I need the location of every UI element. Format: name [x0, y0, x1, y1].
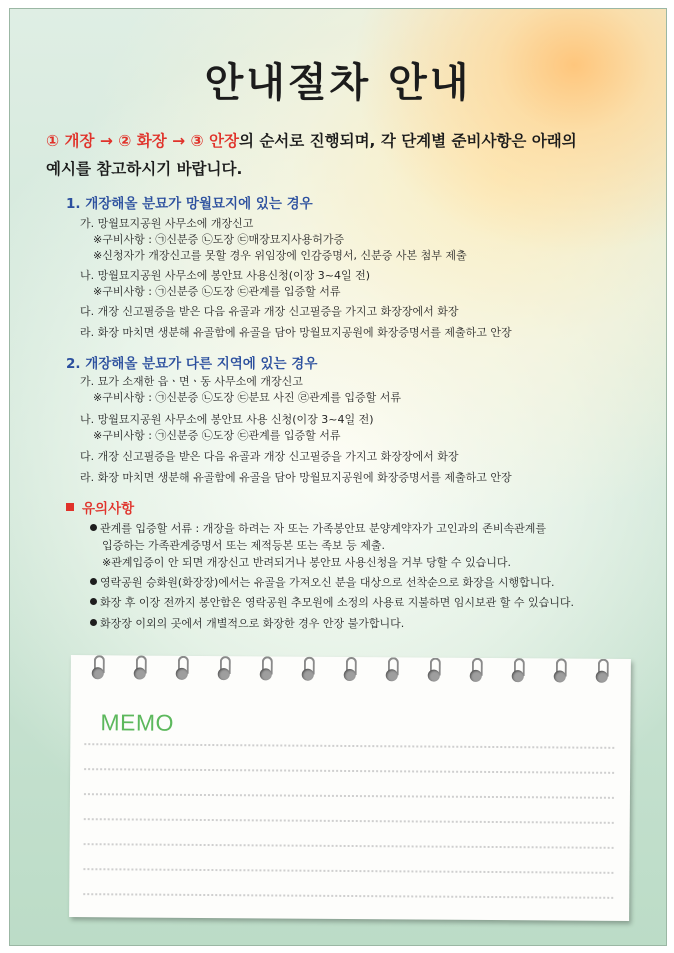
page-title: 안내절차 안내 — [204, 60, 472, 106]
bullet-icon — [90, 619, 97, 626]
binder-ring-icon — [301, 657, 315, 687]
section2-line: 다. 개장 신고필증을 받은 다음 유골과 개장 신고필증을 가지고 화장장에서 화장 — [80, 450, 459, 463]
binder-ring-icon — [469, 658, 483, 688]
binder-ring-icon — [217, 656, 231, 686]
binder-ring-icon — [553, 658, 567, 688]
memo-writing-line — [84, 793, 614, 799]
memo-label: MEMO — [100, 709, 175, 736]
notes-item: 영락공원 승화원(화장장)에서는 유골을 가져오신 분을 대상으로 선착순으로 화장을 시행합니다. — [90, 574, 554, 590]
memo-writing-line — [84, 768, 614, 774]
notice-page — [9, 8, 667, 946]
red-square-icon — [66, 503, 74, 511]
notes-heading — [66, 497, 134, 517]
intro-steps: ① 개장 → ② 화장 → ③ 안장 — [46, 132, 239, 150]
section1-line: ※구비사항 : ㉠신분증 ㉡도장 ㉢매장묘지사용허가증 — [93, 233, 345, 246]
section1-line: ※신청자가 개장신고를 못할 경우 위임장에 인감증명서, 신분증 사본 첨부 제출 — [93, 249, 467, 262]
section1-line: 가. 망월묘지공원 사무소에 개장신고 — [80, 217, 254, 230]
bullet-icon — [90, 578, 97, 585]
section2-line: 라. 화장 마치면 생분해 유골함에 유골을 담아 망월묘지공원에 화장증명서를 제출하고 안장 — [80, 471, 512, 484]
binder-ring-icon — [259, 656, 273, 686]
binder-ring-icon — [343, 657, 357, 687]
section1-line: 나. 망월묘지공원 사무소에 봉안묘 사용신청(이장 3~4일 전) — [80, 269, 371, 282]
bullet-icon — [90, 524, 97, 531]
notes-item: 관계를 입증할 서류 : 개장을 하려는 자 또는 가족봉안묘 분양계약자가 고인과의 존비속관계를 — [90, 520, 546, 536]
notes-item-continued: 입증하는 가족관계증명서 또는 제적등본 또는 족보 등 제출. — [102, 539, 385, 552]
intro-rest: 의 순서로 진행되며, 각 단계별 준비사항은 아래의 — [238, 132, 577, 150]
notes-item: 화장장 이외의 곳에서 개별적으로 화장한 경우 안장 불가합니다. — [90, 615, 404, 631]
section2-line: 가. 묘가 소재한 읍ㆍ면ㆍ동 사무소에 개장신고 — [80, 375, 303, 388]
section1-line: 다. 개장 신고필증을 받은 다음 유골과 개장 신고필증을 가지고 화장장에서 화장 — [80, 305, 459, 318]
binder-ring-icon — [133, 655, 147, 685]
binder-ring-icon — [595, 659, 609, 689]
section2-title: 2. 개장해올 분묘가 다른 지역에 있는 경우 — [66, 356, 318, 372]
memo-writing-line — [84, 843, 614, 849]
notes-title: 유의사항 — [82, 501, 135, 517]
binder-ring-icon — [385, 657, 399, 687]
section2-line: ※구비사항 : ㉠신분증 ㉡도장 ㉢관계를 입증할 서류 — [93, 429, 341, 442]
memo-writing-line — [84, 743, 614, 749]
memo-pad — [69, 655, 631, 921]
notes-item: 화장 후 이장 전까지 봉안함은 영락공원 추모원에 소정의 사용료 지불하면 임시보관 할 수 있습니다. — [90, 594, 574, 610]
binder-ring-icon — [175, 656, 189, 686]
section1-line: ※구비사항 : ㉠신분증 ㉡도장 ㉢관계를 입증할 서류 — [93, 285, 341, 298]
memo-writing-line — [84, 818, 614, 824]
bullet-icon — [90, 598, 97, 605]
section1-line: 라. 화장 마치면 생분해 유골함에 유골을 담아 망월묘지공원에 화장증명서를 제출하고 안장 — [80, 326, 512, 339]
memo-writing-line — [83, 868, 613, 874]
memo-writing-line — [83, 893, 613, 899]
binder-ring-icon — [427, 658, 441, 688]
binder-ring-icon — [511, 658, 525, 688]
binder-ring-icon — [91, 655, 105, 685]
intro-text — [46, 127, 646, 183]
section1-title: 1. 개장해올 분묘가 망월묘지에 있는 경우 — [66, 196, 313, 212]
intro-line2: 예시를 참고하시기 바랍니다. — [46, 160, 243, 178]
section2-line: ※구비사항 : ㉠신분증 ㉡도장 ㉢분묘 사진 ㉣관계를 입증할 서류 — [93, 391, 402, 404]
section2-line: 나. 망월묘지공원 사무소에 봉안묘 사용 신청(이장 3~4일 전) — [80, 413, 374, 426]
notes-subnote: ※관계입증이 안 되면 개장신고 반려되거나 봉안묘 사용신청을 거부 당할 수 있습니다. — [102, 556, 511, 569]
